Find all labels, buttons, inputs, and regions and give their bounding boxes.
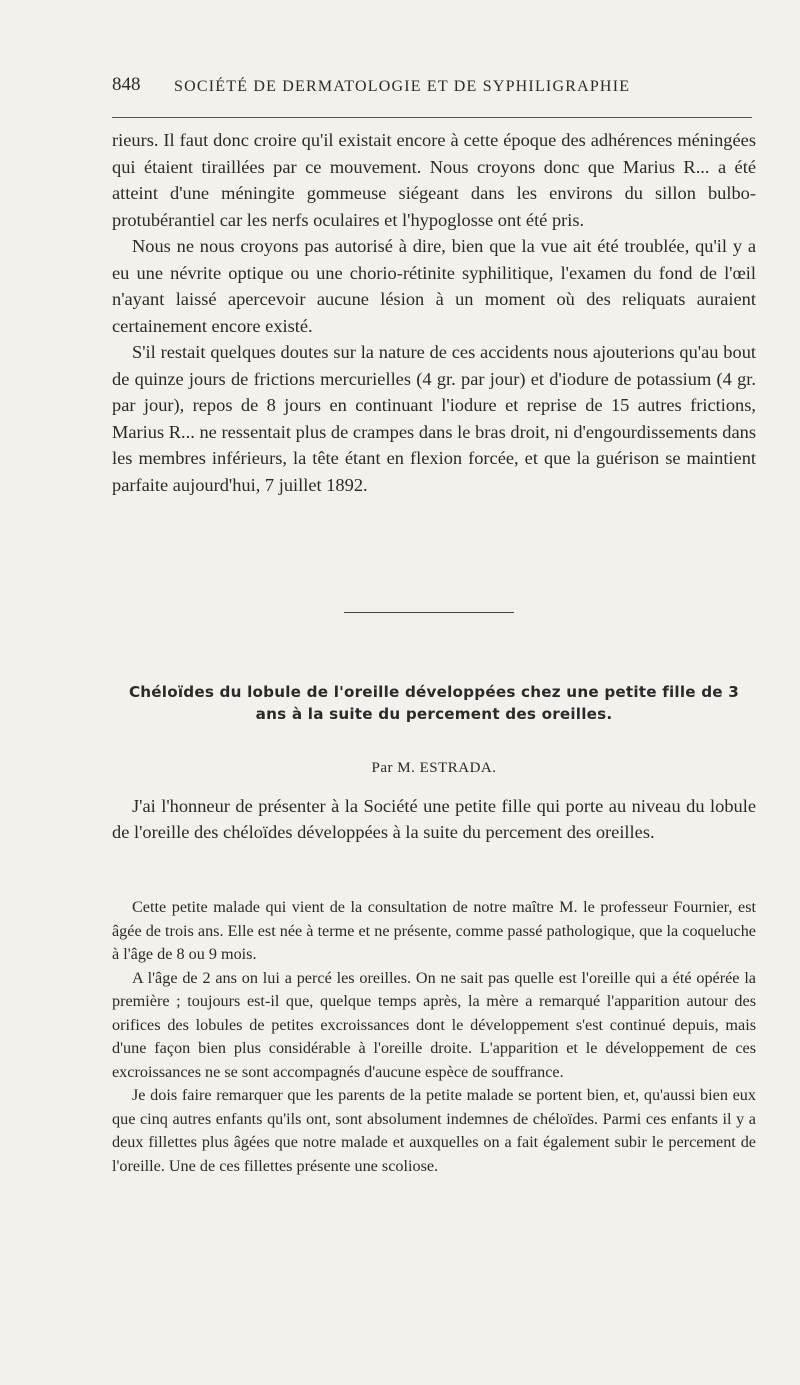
page-number: 848 — [112, 74, 141, 95]
paragraph: J'ai l'honneur de présenter à la Société une petite fille qui porte au niveau du lobule de l'oreille des chéloïdes développées à la suite du percement des oreilles. — [112, 796, 756, 842]
paragraph: Je dois faire remarquer que les parents de la petite malade se portent bien, et, qu'aussi bien eux que cinq autres enfants qu'ils ont, sont absolument indemnes de chéloïdes. Parmi ces enfants il y a deux fillettes plus âgées que notre malade et auxquelles on a fait également subir le percement de l'oreille. Une de ces fillettes présente une scoliose. — [112, 1086, 756, 1175]
header-rule — [112, 117, 752, 118]
paragraph: Nous ne nous croyons pas autorisé à dire, bien que la vue ait été troublée, qu'il y a eu une névrite optique ou une chorio-rétinite syphilitique, l'examen du fond de l'œil n'ayant laissé apercevoir aucune lésion à un moment où des reliquats auraient certainement encore existé. — [112, 236, 756, 336]
paragraph: Cette petite malade qui vient de la consultation de notre maître M. le professeur Fournier, est âgée de trois ans. Elle est née à terme et ne présente, comme passé pathologique, que la coqueluche à l'âge de 8 ou 9 mois. — [112, 898, 756, 963]
article-title: Chéloïdes du lobule de l'oreille développées chez une petite fille de 3 ans à la suite du percement des oreilles. — [128, 683, 740, 723]
section-separator — [344, 612, 514, 613]
article-byline: Par M. ESTRADA. — [371, 760, 497, 776]
paragraph: rieurs. Il faut donc croire qu'il existait encore à cette époque des adhérences méningées qui étaient tiraillées par ce mouvement. Nous croyons donc que Marius R... a été atteint d'une méningite gommeuse siégeant dans les environs du sillon bulbo-protubérantiel car les nerfs oculaires et l'hypoglosse ont été pris. — [112, 130, 756, 230]
article-intro — [112, 793, 756, 845]
paragraph: S'il restait quelques doutes sur la nature de ces accidents nous ajouterions qu'au bout de quinze jours de frictions mercurielles (4 gr. par jour) et d'iodure de potassium (4 gr. par jour), repos de 8 jours en continuant l'iodure et reprise de 15 autres frictions, Marius R... ne ressentait plus de crampes dans le bras droit, ni d'engourdissements dans les membres inférieurs, la tête étant en flexion forcée, et que la guérison se maintient parfaite aujourd'hui, 7 juillet 1892. — [112, 342, 756, 495]
continued-text — [112, 127, 756, 498]
running-title: SOCIÉTÉ DE DERMATOLOGIE ET DE SYPHILIGRAPHIE — [174, 78, 631, 95]
article-body — [112, 896, 756, 1178]
page-header — [112, 74, 752, 104]
paragraph: A l'âge de 2 ans on lui a percé les oreilles. On ne sait pas quelle est l'oreille qui a été opérée la première ; toujours est-il que, quelque temps après, la mère a remarqué l'apparition autour des orifices des lobules de petites excroissances dont le développement s'est continué depuis, mais d'une façon bien plus considérable à l'oreille droite. L'apparition et le développement de ces excroissances ne se sont accompagnés d'aucune espèce de souffrance. — [112, 968, 756, 1081]
